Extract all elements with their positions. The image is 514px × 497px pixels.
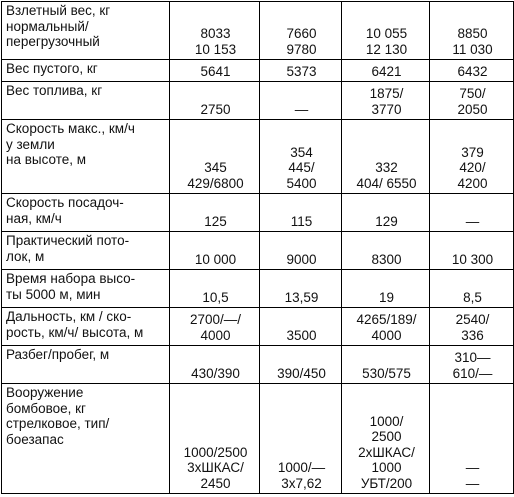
row-label: Вес топлива, кг (2, 82, 170, 120)
table-cell: 1000/2500 3хШКАС/ 2450 (170, 384, 260, 494)
row-label: Разбег/пробег, м (2, 346, 170, 384)
table-cell: — (260, 82, 342, 120)
row-label: Практический пото- лок, м (2, 232, 170, 270)
table-cell: 6421 (342, 60, 430, 82)
table-cell: 332 404/ 6550 (342, 120, 430, 194)
table-cell: 10 300 (430, 232, 514, 270)
table-cell: 13,59 (260, 270, 342, 308)
table-cell: 2750 (170, 82, 260, 120)
table-row (2, 384, 514, 494)
table-row (2, 270, 514, 308)
table-cell: 129 (342, 194, 430, 232)
table-row (2, 308, 514, 346)
table-row (2, 82, 514, 120)
row-label: Скорость посадоч- ная, км/ч (2, 194, 170, 232)
table-cell: 115 (260, 194, 342, 232)
table-row (2, 194, 514, 232)
table-cell: 3500 (260, 308, 342, 346)
table-cell: 7660 9780 (260, 2, 342, 60)
table-cell: 310— 610/— (430, 346, 514, 384)
table-cell: 8033 10 153 (170, 2, 260, 60)
table-row (2, 60, 514, 82)
table-cell: 2700/—/ 4000 (170, 308, 260, 346)
table-cell: 345 429/6800 (170, 120, 260, 194)
table-cell: 10 055 12 130 (342, 2, 430, 60)
table-cell: 6432 (430, 60, 514, 82)
table-cell: 19 (342, 270, 430, 308)
table-cell: 10,5 (170, 270, 260, 308)
table-cell: 125 (170, 194, 260, 232)
row-label: Вооружение бомбовое, кг стрелковое, тип/ боезапас (2, 384, 170, 494)
table-cell: 390/450 (260, 346, 342, 384)
table-cell: 10 000 (170, 232, 260, 270)
specifications-table (1, 1, 514, 494)
table-cell: 5373 (260, 60, 342, 82)
table-cell: 9000 (260, 232, 342, 270)
table-cell: 750/ 2050 (430, 82, 514, 120)
table-cell: 379 420/ 4200 (430, 120, 514, 194)
table-cell: 5641 (170, 60, 260, 82)
table-cell: 8850 11 030 (430, 2, 514, 60)
table-cell: 1000/ 2500 2хШКАС/ 1000 УБТ/200 (342, 384, 430, 494)
table-cell: 8,5 (430, 270, 514, 308)
table-cell: 1000/— 3х7,62 (260, 384, 342, 494)
row-label: Дальность, км / ско- рость, км/ч/ высота, м (2, 308, 170, 346)
table-cell: 430/390 (170, 346, 260, 384)
row-label: Взлетный вес, кг нормальный/ перегрузочный (2, 2, 170, 60)
table-cell: 354 445/ 5400 (260, 120, 342, 194)
table-row (2, 120, 514, 194)
table-cell: 4265/189/ 4000 (342, 308, 430, 346)
row-label: Время набора высо- ты 5000 м, мин (2, 270, 170, 308)
table-row (2, 232, 514, 270)
table-cell: 530/575 (342, 346, 430, 384)
table-cell: — — (430, 384, 514, 494)
table-cell: 1875/ 3770 (342, 82, 430, 120)
table-cell: — (430, 194, 514, 232)
table-cell: 2540/ 336 (430, 308, 514, 346)
table-row (2, 2, 514, 60)
specifications-table-body (2, 2, 514, 494)
row-label: Скорость макс., км/ч у земли на высоте, м (2, 120, 170, 194)
row-label: Вес пустого, кг (2, 60, 170, 82)
table-row (2, 346, 514, 384)
table-cell: 8300 (342, 232, 430, 270)
